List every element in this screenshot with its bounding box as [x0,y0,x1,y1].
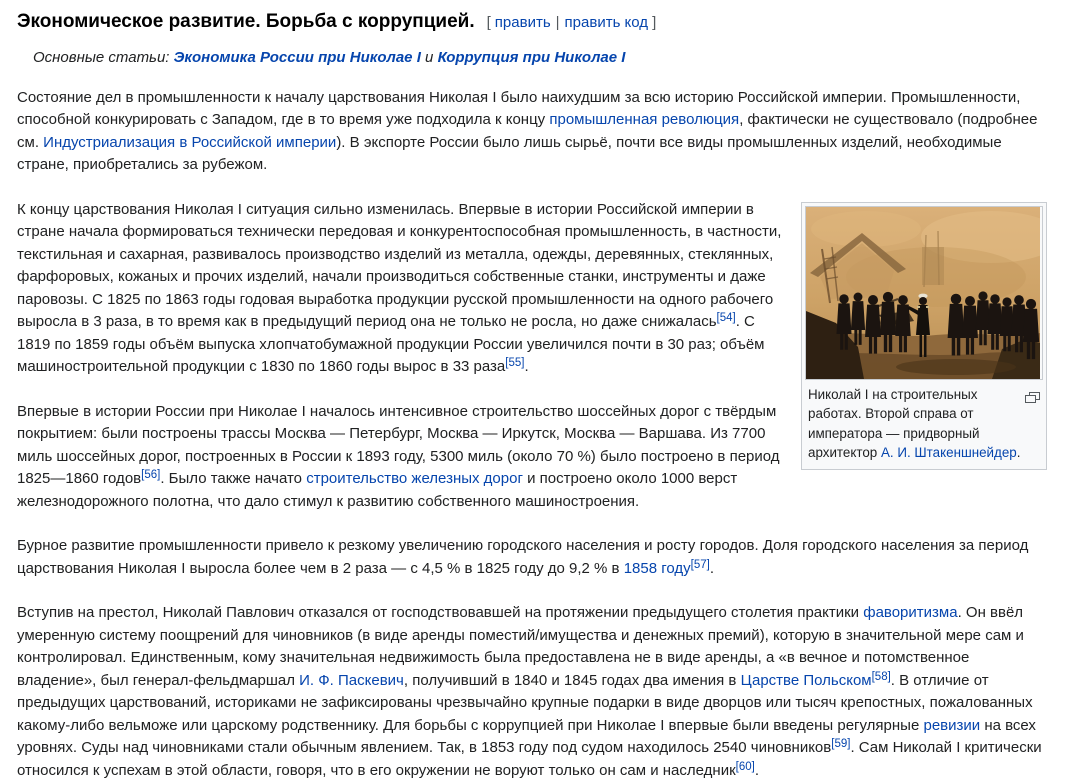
reference-sup [717,312,736,324]
article-link[interactable]: Экономика России при Николае I [173,49,421,66]
article-link[interactable]: А. И. Штакеншнейдер [880,445,1017,460]
text-run: Бурное развитие промышленности привело к резкому увеличению городского населения и росту городов. Доля городского населения за период царствования Николая I выросла более чем в 2 раза — с 4,5 % в 1825 году до 9,2 % в [17,537,1029,577]
reference-link[interactable]: [56] [141,469,161,481]
text-run: Впервые в истории России при Николае I началось интенсивное строительство шоссейных дорог с твёрдым покрытием: были построены трассы Москва — Петербург, Москва — Иркутск, Москва — Варшава. Из 7700 миль шоссейных дорог, построенных в России к 1893 году, 5300 миль (около 70 %) было построено в период 1825—1860 годов [17,402,780,487]
thumbnail-box [801,202,1047,470]
reference-sup [691,559,710,571]
article-link[interactable]: 1858 году [623,559,691,577]
text-run: . [709,559,714,577]
article-link[interactable]: Царстве Польском [740,671,872,689]
text-run: . Сам Николай I критически относился к успехам в этой области, говоря, что в его окружении не воруют только он сам и наследник [17,739,1042,779]
magnify-icon[interactable] [1025,389,1040,409]
text-run: ). В экспорте России было лишь сырьё, почти все виды промышленных изделий, необходимые стране, приобретались за рубежом. [17,133,1002,173]
text-run: К концу царствования Николая I ситуация сильно изменилась. Впервые в истории Российской империи в стране начала формироваться технически передовая и конкурентоспособная промышленность, в частности, текстильная и сахарная, развивалось производство изделий из металла, одежды, деревянных, стеклянных, фарфоровых, кожаных и прочих изделий, начали производиться собственные станки, инструменты и даже паровозы. С 1825 по 1863 годы годовая выработка продукции русской промышленности на одного рабочего выросла в 3 раза, в то время как в предыдущий период она не только не росла, но даже снижалась [17,200,782,330]
engraving-illustration [806,207,1040,379]
article-link[interactable]: промышленная революция [549,111,740,128]
reference-link[interactable]: [54] [716,312,736,324]
reference-link[interactable]: [58] [871,670,891,683]
text-run: Вступив на престол, Николай Павлович отказался от господствовавшей на протяжении предыдущего столетия практики [17,604,864,621]
text-run: и построено около 1000 верст железнодорожного полотна, что дало стимул к развитию собственного машиностроения. [17,470,738,510]
text-run: на всех уровнях. Суды над чиновниками стали обычным явлением. Так, в 1853 году под судом находилось 2540 чиновников [17,716,1036,756]
text-run: Николай I на строительных работах. Второй справа от императора — придворный архитектор [808,386,980,460]
text-run: , фактически не существовало (подробнее см. [17,111,1038,151]
text-run: . [524,358,529,375]
reference-sup [831,738,850,750]
paragraph-5 [17,602,1047,782]
thumbnail-caption [805,380,1043,466]
edit-bracket-open: [ [486,14,491,31]
reference-link[interactable]: [60] [735,760,755,773]
article-link[interactable]: ревизии [923,716,981,734]
text-run: , получивший в 1840 и 1845 годах два имения в [403,671,741,689]
reference-sup [141,469,160,481]
text-run: . [754,761,759,779]
edit-bracket-close: ] [652,14,657,31]
text-run: . Было также начато [160,470,307,487]
edit-link[interactable]: править [494,14,551,31]
paragraph-1 [17,87,1047,177]
text-run: . Он ввёл умеренную систему поощрений для чиновников (в виде аренды поместий/имущества и денежных премий), которую в значительной мере сам и контролировал. Единственным, кому значительная недвижимость была предоставлена не в виде аренды, а «в вечное и потомственное владение», был генерал-фельдмаршал [17,604,1024,689]
hatnote [17,47,1047,70]
reference-sup [505,357,524,369]
reference-link[interactable]: [55] [505,357,525,369]
article-link[interactable]: Коррупция при Николае I [437,49,626,66]
paragraph-4 [17,535,1047,580]
thumbnail-image[interactable] [805,206,1043,380]
article-link[interactable]: Индустриализация в Российской империи [43,133,337,151]
section-heading [17,10,1047,35]
edit-code-link[interactable]: править код [564,14,649,31]
text-run: . В отличие от предыдущих царствований, историками не зафиксированы чрезвычайно крупные подарки в виде дворцов или тысяч крепостных, пожалованных какому-либо вельможе или царскому родственнику. Для борьбы с коррупцией при Николае I впервые были введены регулярные [17,671,1033,734]
reference-sup [736,761,755,773]
reference-link[interactable]: [59] [831,738,851,750]
article-link[interactable]: строительство железных дорог [306,470,523,487]
reference-link[interactable]: [57] [690,558,710,571]
edit-separator: | [555,14,560,31]
caption-text [808,387,1020,461]
reference-sup [872,671,891,683]
article-link[interactable]: фаворитизма [863,604,958,621]
page-title: Экономическое развитие. Борьба с коррупцией. [17,11,475,32]
text-run: Состояние дел в промышленности к началу царствования Николая I было наихудшим за всю историю Российской империи. Промышленности, способной конкурировать с Западом, где в то время уже подходила к концу [17,88,1021,128]
article-link[interactable]: И. Ф. Паскевич [299,671,404,689]
text-run: Основные статьи: [33,49,174,66]
text-run: и [420,49,438,66]
text-run: . С 1819 по 1859 годы объём выпуска хлопчатобумажной продукции России увеличился почти в 30 раз; объём машиностроительной продукции с 1830 по 1860 годы вырос в 33 раза [17,313,765,375]
edit-section [487,14,657,31]
text-run: . [1016,445,1021,460]
